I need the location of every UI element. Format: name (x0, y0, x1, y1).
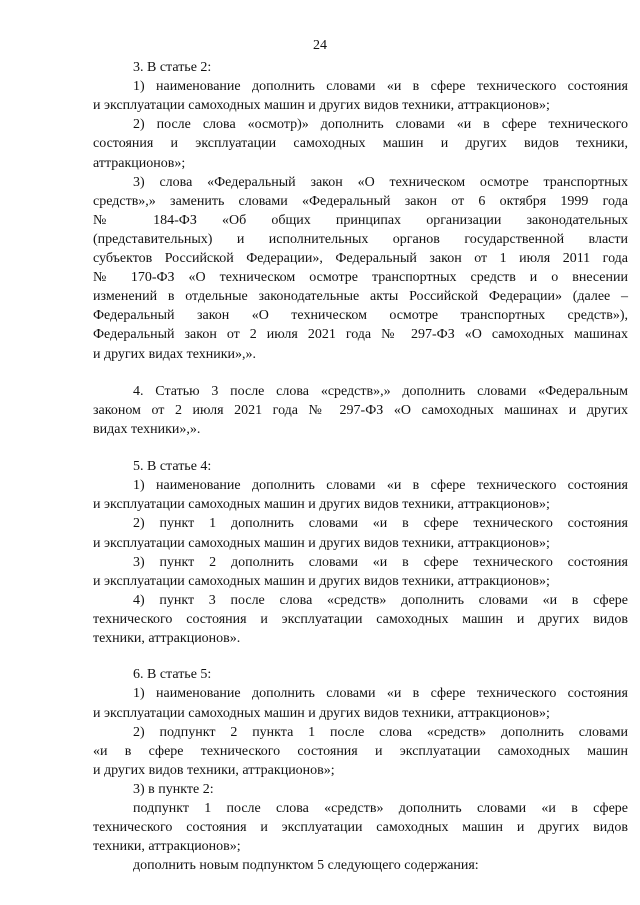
text-line: (представительных) и исполнительных органов государственной власти (93, 231, 628, 247)
text-line: 3) слова «Федеральный закон «О техническом осмотре транспортных (133, 174, 628, 190)
text-line: и эксплуатации самоходных машин и других видов техники, аттракционов»; (93, 535, 550, 551)
text-line: 2) после слова «осмотр)» дополнить словами «и в сфере технического (133, 117, 628, 133)
text-line: техники, аттракционов»; (93, 839, 241, 855)
text-line: изменений в отдельные законодательные акты Российской Федерации» (далее – (93, 289, 628, 305)
text-line: и других видах техники»,». (93, 346, 257, 362)
text-line: 3) пункт 2 дополнить словами «и в сфере технического состояния (133, 554, 628, 570)
text-line: 1) наименование дополнить словами «и в сфере технического состояния (133, 79, 628, 95)
section-6-heading: 6. В статье 5: (133, 667, 212, 683)
text-line: законом от 2 июля 2021 года № 297-ФЗ «О самоходных машинах и других (93, 402, 628, 418)
text-line: Федеральный закон от 2 июля 2021 года № 297-ФЗ «О самоходных машинах (93, 327, 628, 343)
text-line: технического состояния и эксплуатации самоходных машин и других видов (93, 820, 628, 836)
section-3-heading: 3. В статье 2: (133, 60, 212, 75)
text-line: состояния и эксплуатации самоходных машин и других видов техники, (93, 136, 628, 152)
text-line: Федеральный закон «О техническом осмотре транспортных средств»), (93, 308, 628, 324)
text-line: и эксплуатации самоходных машин и других видов техники, аттракционов»; (93, 497, 550, 513)
text-line: и эксплуатации самоходных машин и других видов техники, аттракционов»; (93, 573, 550, 589)
text-line: 4) пункт 3 после слова «средств» дополнить словами «и в сфере (133, 592, 628, 608)
text-line: 3) в пункте 2: (133, 781, 214, 797)
text-line: 1) наименование дополнить словами «и в сфере технического состояния (133, 686, 628, 702)
page-number: 24 (313, 38, 327, 53)
text-line: и эксплуатации самоходных машин и других видов техники, аттракционов»; (93, 98, 550, 114)
text-line: 1) наименование дополнить словами «и в сфере технического состояния (133, 478, 628, 494)
text-line: видах техники»,». (93, 421, 201, 437)
text-line: и других видов техники, аттракционов»; (93, 762, 335, 778)
text-line: № 184-ФЗ «Об общих принципах организации законодательных (93, 212, 628, 228)
section-5-heading: 5. В статье 4: (133, 459, 212, 475)
text-line: № 170-ФЗ «О техническом осмотре транспортных средств и о внесении (93, 270, 628, 286)
text-line: техники, аттракционов». (93, 631, 241, 647)
text-line: 2) пункт 1 дополнить словами «и в сфере технического состояния (133, 516, 628, 532)
text-line: аттракционов»; (93, 155, 186, 171)
text-line: дополнить новым подпунктом 5 следующего содержания: (133, 858, 479, 874)
text-line: технического состояния и эксплуатации самоходных машин и других видов (93, 611, 628, 627)
text-line: средств»,» заменить словами «Федеральный закон от 6 октября 1999 года (93, 193, 628, 209)
text-line: субъектов Российской Федерации», Федеральный закон от 1 июля 2011 года (93, 251, 628, 266)
text-line: «и в сфере технического состояния и эксплуатации самоходных машин (93, 743, 628, 759)
text-line: подпункт 1 после слова «средств» дополнить словами «и в сфере (133, 801, 628, 817)
text-line: и эксплуатации самоходных машин и других видов техники, аттракционов»; (93, 705, 550, 721)
text-line: 2) подпункт 2 пункта 1 после слова «средств» дополнить словами (133, 724, 628, 740)
section-4-heading: 4. Статью 3 после слова «средств»,» дополнить словами «Федеральным (133, 383, 628, 399)
